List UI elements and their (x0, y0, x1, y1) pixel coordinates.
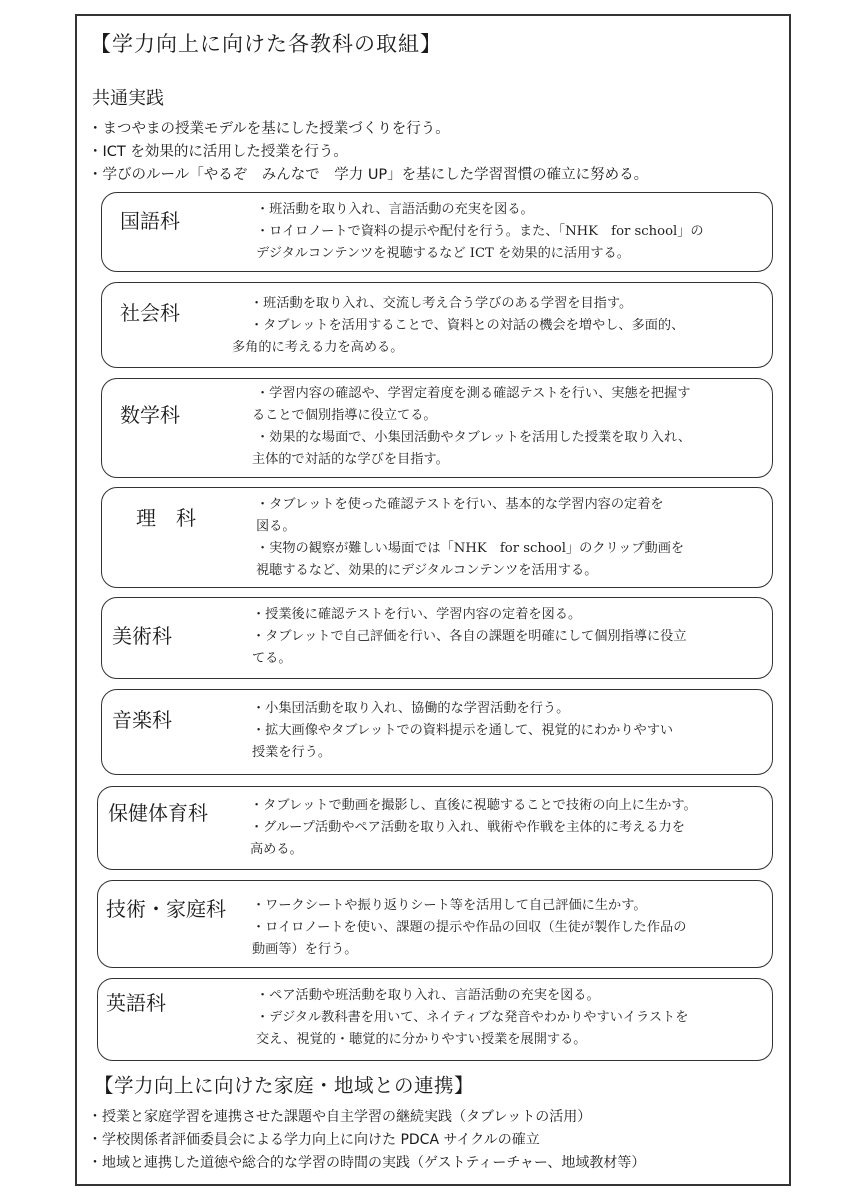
subject-text: ・小集団活動を取り入れ、協働的な学習活動を行う。 ・拡大画像やタブレットでの資料提示を通して、視覚的にわかりやすい 授業を行う。 (252, 701, 674, 760)
section-title-subjects: 【学力向上に向けた各教科の取組】 (90, 32, 442, 56)
common-practice-list (88, 118, 648, 187)
subject-box-pe (97, 786, 773, 870)
subject-text: ・タブレットで動画を撮影し、直後に視聴することで技術の向上に生かす。 ・グループ活動やペア活動を取り入れ、戦術や作戦を主体的に考える力を 高める。 (250, 798, 697, 857)
section-title-community: 【学力向上に向けた家庭・地域との連携】 (94, 1074, 475, 1097)
community-list (88, 1106, 645, 1175)
subject-box-japanese (101, 192, 773, 272)
subject-box-music (101, 689, 773, 775)
subject-box-art (101, 597, 773, 679)
subject-box-social (101, 282, 773, 368)
common-practice-item: ・まつやまの授業モデルを基にした授業づくりを行う。 (88, 121, 450, 137)
subject-name: 音楽科 (112, 708, 172, 732)
subject-text: ・班活動を取り入れ、交流し考え合う学びのある学習を目指す。 ・タブレットを活用することで、資料との対話の機会を増やし、多面的、 多角的に考える力を高める。 (232, 296, 685, 355)
subject-text: ・ペア活動や班活動を取り入れ、言語活動の充実を図る。 ・デジタル教科書を用いて、ネイティブな発音やわかりやすいイラストを 交え、視覚的・聴覚的に分かりやすい授業を展開する。 (256, 988, 689, 1047)
subject-box-english (97, 978, 773, 1061)
community-item: ・授業と家庭学習を連携させた課題や自主学習の継続実践（タブレットの活用） (88, 1109, 592, 1125)
community-item: ・学校関係者評価委員会による学力向上に向けた PDCA サイクルの確立 (88, 1132, 540, 1148)
subject-text: ・学習内容の確認や、学習定着度を測る確認テストを行い、実態を把握す ることで個別指導に役立てる。 ・効果的な場面で、小集団活動やタブレットを活用した授業を取り入れ、 主体的で対話的な学びを目指す。 (252, 386, 692, 467)
subject-name: 技術・家庭科 (106, 897, 226, 921)
subject-name: 理 科 (136, 506, 196, 530)
subject-box-math (101, 378, 773, 478)
subject-name: 英語科 (106, 991, 166, 1015)
subject-box-science (101, 487, 773, 588)
subject-box-tech-home (97, 880, 773, 968)
subject-text: ・班活動を取り入れ、言語活動の充実を図る。 ・ロイロノートで資料の提示や配付を行う。また、「NHK for school」の デジタルコンテンツを視聴するなど ICT を効果的に活用する。 (256, 202, 704, 261)
subject-name: 国語科 (120, 209, 180, 233)
subject-name: 社会科 (120, 301, 180, 325)
community-item: ・地域と連携した道徳や総合的な学習の時間の実践（ゲストティーチャー、地域教材等） (88, 1155, 646, 1171)
subject-text: ・タブレットを使った確認テストを行い、基本的な学習内容の定着を 図る。 ・実物の観察が難しい場面では「NHK for school」のクリップ動画を 視聴するなど、効果的にデジタルコンテンツを活用する。 (256, 497, 685, 578)
common-practice-item: ・学びのルール「やるぞ みんなで 学力 UP」を基にした学習習慣の確立に努める。 (88, 167, 649, 183)
common-practice-item: ・ICT を効果的に活用した授業を行う。 (88, 144, 348, 160)
subject-text: ・ワークシートや振り返りシート等を活用して自己評価に生かす。 ・ロイロノートを使い、課題の提示や作品の回収（生徒が製作した作品の 動画等）を行う。 (252, 898, 687, 957)
common-practice-heading: 共通実践 (92, 88, 164, 109)
subject-name: 美術科 (112, 624, 172, 648)
subject-name: 保健体育科 (108, 801, 208, 825)
subject-text: ・授業後に確認テストを行い、学習内容の定着を図る。 ・タブレットで自己評価を行い、各自の課題を明確にして個別指導に役立 てる。 (252, 607, 687, 666)
subject-name: 数学科 (120, 403, 180, 427)
